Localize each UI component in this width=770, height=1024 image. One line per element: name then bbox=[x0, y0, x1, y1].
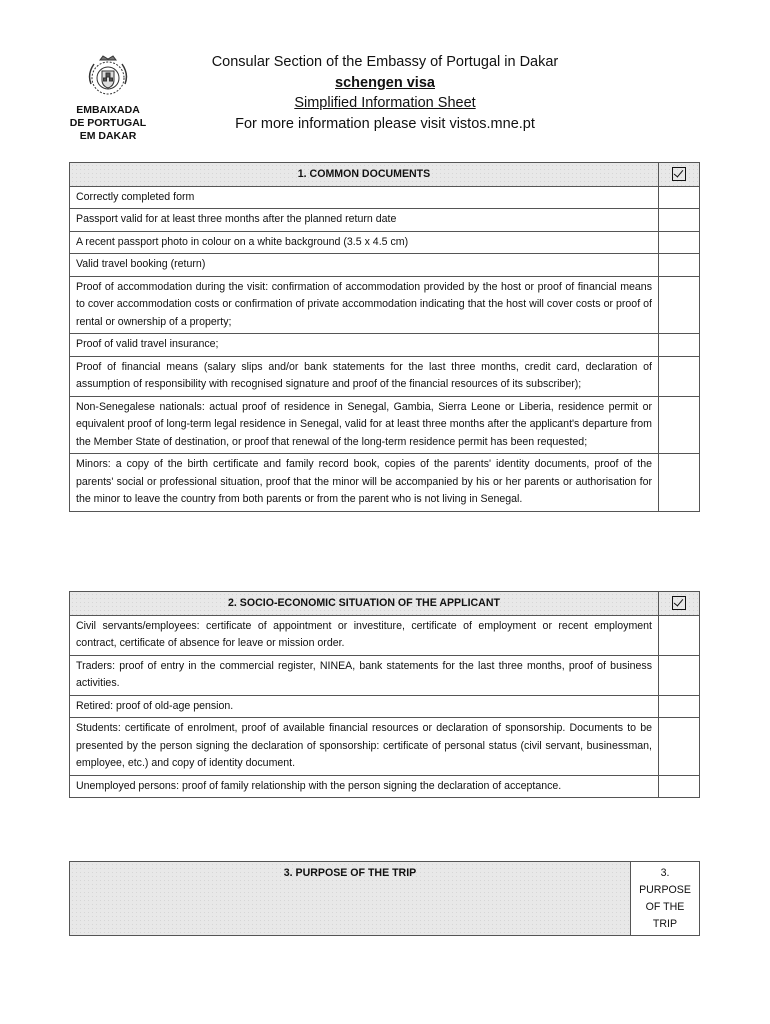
table-row bbox=[70, 718, 700, 776]
row-text: Students: certificate of enrolment, proof of available financial resources or declaration of sponsorship. Documents to be presented by the person signing the declaration of sponsorship: certificate of personal status (civil servant, businessman, employee, etc.) and copy of identity document. bbox=[70, 718, 659, 776]
row-text: Non-Senegalese nationals: actual proof of residence in Senegal, Gambia, Sierra Leone or Liberia, residence permit or equivalent proof of long-term legal residence in Senegal, valid for at least three months after the applicant's departure from the Member State of destination, or proof that renewal of the long-term residence permit has been requested; bbox=[70, 396, 659, 454]
check-cell[interactable] bbox=[659, 276, 700, 334]
section-header-row bbox=[70, 862, 700, 936]
table-row bbox=[70, 276, 700, 334]
purpose-of-trip-table bbox=[69, 861, 700, 936]
embassy-name bbox=[62, 104, 154, 143]
table-row bbox=[70, 231, 700, 254]
row-text: Correctly completed form bbox=[70, 186, 659, 209]
row-text: Proof of valid travel insurance; bbox=[70, 334, 659, 357]
table-row bbox=[70, 186, 700, 209]
socio-economic-table bbox=[69, 591, 700, 798]
table-row bbox=[70, 615, 700, 655]
check-cell[interactable] bbox=[659, 231, 700, 254]
table-row bbox=[70, 334, 700, 357]
check-cell[interactable] bbox=[659, 695, 700, 718]
row-text: Proof of financial means (salary slips and/or bank statements for the last three months, credit card, declaration of assumption of responsibility with recognised signature and proof of the financial resources of its subscriber); bbox=[70, 356, 659, 396]
check-cell[interactable] bbox=[659, 334, 700, 357]
header-check-cell bbox=[659, 163, 700, 187]
row-text: Civil servants/employees: certificate of appointment or investiture, certificate of employment or recent employment contract, certificate of absence for leave or mission order. bbox=[70, 615, 659, 655]
row-text: Proof of accommodation during the visit: confirmation of accommodation provided by the host or proof of financial means to cover accommodation costs or confirmation of private accommodation indicating that the host will cover costs or proof of rental or ownership of a property; bbox=[70, 276, 659, 334]
check-cell[interactable] bbox=[659, 209, 700, 232]
table-row bbox=[70, 209, 700, 232]
checked-box-icon bbox=[672, 596, 686, 610]
row-text: Traders: proof of entry in the commercial register, NINEA, bank statements for the last three months, proof of business activities. bbox=[70, 655, 659, 695]
section-header-row bbox=[70, 592, 700, 616]
section-side-label: 3. PURPOSE OF THE TRIP bbox=[631, 862, 700, 936]
embassy-logo bbox=[62, 54, 154, 143]
section-title: 3. PURPOSE OF THE TRIP bbox=[70, 862, 631, 936]
table-row bbox=[70, 454, 700, 512]
embassy-name-line-2: DE PORTUGAL bbox=[69, 117, 147, 129]
check-cell[interactable] bbox=[659, 254, 700, 277]
header-info-link: For more information please visit vistos.mne.pt bbox=[235, 115, 535, 132]
check-cell[interactable] bbox=[659, 718, 700, 776]
check-cell[interactable] bbox=[659, 775, 700, 798]
header-visa-type: schengen visa bbox=[335, 74, 435, 91]
document-header bbox=[170, 52, 600, 134]
section-title: 1. COMMON DOCUMENTS bbox=[70, 163, 659, 187]
check-cell[interactable] bbox=[659, 186, 700, 209]
header-subtitle: Simplified Information Sheet bbox=[294, 95, 476, 111]
row-text: Passport valid for at least three months after the planned return date bbox=[70, 209, 659, 232]
section-title: 2. SOCIO-ECONOMIC SITUATION OF THE APPLICANT bbox=[70, 592, 659, 616]
table-row bbox=[70, 396, 700, 454]
header-line-1: Consular Section of the Embassy of Portugal in Dakar bbox=[211, 54, 559, 70]
table-row bbox=[70, 356, 700, 396]
row-text: Unemployed persons: proof of family relationship with the person signing the declaration of acceptance. bbox=[70, 775, 659, 798]
section-header-row bbox=[70, 163, 700, 187]
embassy-name-line-3: EM DAKAR bbox=[79, 130, 137, 142]
row-text: Valid travel booking (return) bbox=[70, 254, 659, 277]
check-cell[interactable] bbox=[659, 655, 700, 695]
coat-of-arms-icon bbox=[83, 54, 133, 100]
check-cell[interactable] bbox=[659, 615, 700, 655]
table-row bbox=[70, 655, 700, 695]
checked-box-icon bbox=[672, 167, 686, 181]
row-text: Retired: proof of old-age pension. bbox=[70, 695, 659, 718]
embassy-name-line-1: EMBAIXADA bbox=[76, 104, 140, 116]
check-cell[interactable] bbox=[659, 356, 700, 396]
table-row bbox=[70, 695, 700, 718]
row-text: A recent passport photo in colour on a white background (3.5 x 4.5 cm) bbox=[70, 231, 659, 254]
check-cell[interactable] bbox=[659, 396, 700, 454]
check-cell[interactable] bbox=[659, 454, 700, 512]
row-text: Minors: a copy of the birth certificate and family record book, copies of the parents' identity documents, proof of the parents' social or professional situation, proof that the minor will be accompanied by his or her parents or authorisation for the minor to leave the country from both parents or from the parent who is not living in Senegal. bbox=[70, 454, 659, 512]
table-row bbox=[70, 775, 700, 798]
header-check-cell bbox=[659, 592, 700, 616]
table-row bbox=[70, 254, 700, 277]
common-documents-table bbox=[69, 162, 700, 512]
